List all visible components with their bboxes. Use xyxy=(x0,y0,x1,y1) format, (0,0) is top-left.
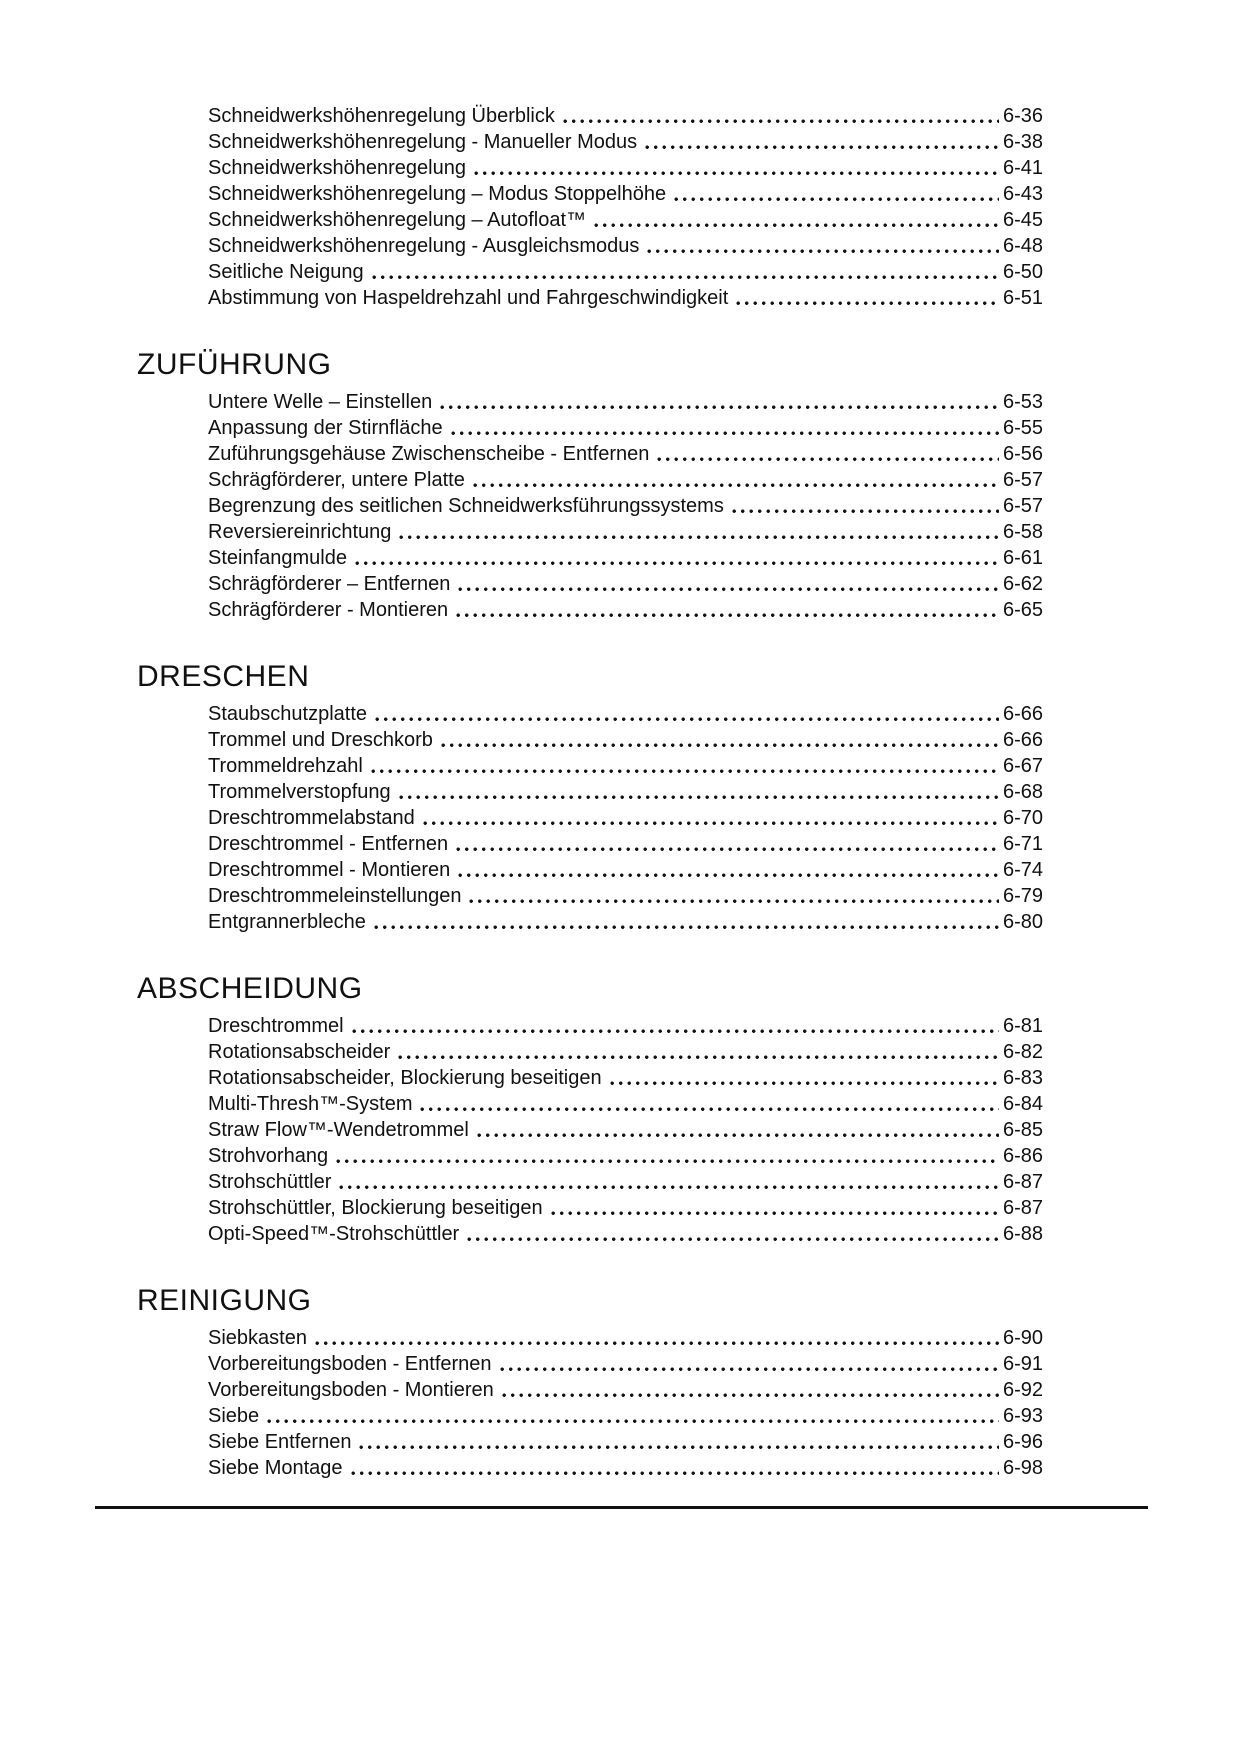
toc-entry xyxy=(208,1195,1043,1221)
toc-entry-label: Straw Flow™-Wendetrommel xyxy=(208,1119,469,1141)
dot-leader xyxy=(645,129,999,155)
toc-entry xyxy=(208,103,1043,129)
toc-entry-label: Strohschüttler, Blockierung beseitigen xyxy=(208,1197,543,1219)
toc-entry-label: Anpassung der Stirnfläche xyxy=(208,417,443,439)
toc-entry-page: 6-80 xyxy=(1002,911,1043,933)
dot-leader xyxy=(351,1455,999,1481)
toc-entry-label: Schneidwerkshöhenregelung - Ausgleichsmodus xyxy=(208,235,640,257)
toc-entry-page: 6-45 xyxy=(1002,209,1043,231)
dot-leader xyxy=(423,805,999,831)
toc-entry-page: 6-85 xyxy=(1002,1119,1043,1141)
dot-leader xyxy=(467,1221,999,1247)
toc-entry-page: 6-68 xyxy=(1002,781,1043,803)
dot-leader xyxy=(500,1351,999,1377)
section-title: ABSCHEIDUNG xyxy=(137,972,363,1005)
toc-entry-page: 6-66 xyxy=(1002,729,1043,751)
toc-entry xyxy=(208,1039,1043,1065)
toc-entry-label: Schneidwerkshöhenregelung Überblick xyxy=(208,105,555,127)
toc-entry xyxy=(208,831,1043,857)
toc-entry-page: 6-96 xyxy=(1002,1431,1043,1453)
toc-entry-label: Siebe Entfernen xyxy=(208,1431,352,1453)
toc-entry-label: Schrägförderer, untere Platte xyxy=(208,469,465,491)
dot-leader xyxy=(551,1195,999,1221)
toc-entry xyxy=(208,519,1043,545)
toc-entry-page: 6-86 xyxy=(1002,1145,1043,1167)
toc-entry-page: 6-41 xyxy=(1002,157,1043,179)
toc-entry xyxy=(208,1091,1043,1117)
dot-leader xyxy=(420,1091,998,1117)
dot-leader xyxy=(399,519,999,545)
toc-entry xyxy=(208,1455,1043,1481)
dot-leader xyxy=(441,727,999,753)
toc-entry xyxy=(208,545,1043,571)
toc-entry-page: 6-55 xyxy=(1002,417,1043,439)
toc-entry xyxy=(208,753,1043,779)
toc-entry xyxy=(208,1325,1043,1351)
toc-entry-page: 6-58 xyxy=(1002,521,1043,543)
toc-entry-page: 6-57 xyxy=(1002,495,1043,517)
section-title: DRESCHEN xyxy=(137,660,310,693)
toc-entry-label: Schneidwerkshöhenregelung – Modus Stoppelhöhe xyxy=(208,183,667,205)
toc-entry-page: 6-48 xyxy=(1002,235,1043,257)
dot-leader xyxy=(371,753,999,779)
toc-entry-label: Rotationsabscheider, Blockierung beseitigen xyxy=(208,1067,602,1089)
dot-leader xyxy=(456,597,999,623)
toc-entry-label: Abstimmung von Haspeldrehzahl und Fahrgeschwindigkeit xyxy=(208,287,729,309)
dot-leader xyxy=(399,779,999,805)
toc-entry-page: 6-61 xyxy=(1002,547,1043,569)
toc-entry-page: 6-50 xyxy=(1002,261,1043,283)
toc-entry xyxy=(208,389,1043,415)
toc-entry-page: 6-79 xyxy=(1002,885,1043,907)
toc-section xyxy=(137,659,1043,935)
toc-entry xyxy=(208,701,1043,727)
toc-entry-label: Reversiereinrichtung xyxy=(208,521,392,543)
toc-entry-label: Schrägförderer – Entfernen xyxy=(208,573,451,595)
toc-entry xyxy=(208,1169,1043,1195)
toc-entry xyxy=(208,207,1043,233)
dot-leader xyxy=(610,1065,999,1091)
toc-entry-label: Siebe xyxy=(208,1405,260,1427)
toc-entry-page: 6-90 xyxy=(1002,1327,1043,1349)
toc-entry-label: Strohschüttler xyxy=(208,1171,332,1193)
dot-leader xyxy=(352,1013,999,1039)
toc-entry xyxy=(208,467,1043,493)
toc-entry-label: Schneidwerkshöhenregelung – Autofloat™ xyxy=(208,209,587,231)
dot-leader xyxy=(674,181,999,207)
toc-entry-label: Untere Welle – Einstellen xyxy=(208,391,433,413)
dot-leader xyxy=(359,1429,999,1455)
toc-entry-label: Multi-Thresh™-System xyxy=(208,1093,413,1115)
footer-divider xyxy=(95,1506,1148,1509)
toc-entry-label: Seitliche Neigung xyxy=(208,261,364,283)
toc-entry-label: Dreschtrommel - Entfernen xyxy=(208,833,449,855)
toc-entry-page: 6-83 xyxy=(1002,1067,1043,1089)
toc-entry-label: Trommel und Dreschkorb xyxy=(208,729,433,751)
toc-entry xyxy=(208,233,1043,259)
dot-leader xyxy=(267,1403,999,1429)
dot-leader xyxy=(372,259,999,285)
dot-leader xyxy=(458,857,999,883)
toc-entry-label: Dreschtrommelabstand xyxy=(208,807,415,829)
toc-entry-page: 6-62 xyxy=(1002,573,1043,595)
dot-leader xyxy=(473,467,999,493)
dot-leader xyxy=(477,1117,999,1143)
dot-leader xyxy=(647,233,999,259)
toc-content xyxy=(137,103,1043,1481)
toc-entry xyxy=(208,155,1043,181)
dot-leader xyxy=(375,701,999,727)
toc-entry xyxy=(208,883,1043,909)
toc-entry xyxy=(208,285,1043,311)
dot-leader xyxy=(355,545,999,571)
toc-entry-label: Siebkasten xyxy=(208,1327,307,1349)
toc-entry-page: 6-71 xyxy=(1002,833,1043,855)
toc-entry-label: Vorbereitungsboden - Montieren xyxy=(208,1379,494,1401)
toc-entry-label: Strohvorhang xyxy=(208,1145,329,1167)
section-title: ZUFÜHRUNG xyxy=(137,348,332,381)
toc-entry-page: 6-56 xyxy=(1002,443,1043,465)
toc-entry xyxy=(208,909,1043,935)
dot-leader xyxy=(398,1039,999,1065)
toc-entry-page: 6-57 xyxy=(1002,469,1043,491)
toc-entry-page: 6-84 xyxy=(1002,1093,1043,1115)
toc-entry-page: 6-51 xyxy=(1002,287,1043,309)
toc-entry-page: 6-88 xyxy=(1002,1223,1043,1245)
toc-entry xyxy=(208,1221,1043,1247)
dot-leader xyxy=(594,207,999,233)
toc-entry xyxy=(208,1143,1043,1169)
toc-entry xyxy=(208,1377,1043,1403)
dot-leader xyxy=(469,883,999,909)
toc-entry xyxy=(208,1065,1043,1091)
toc-section xyxy=(137,103,1043,311)
toc-entry-label: Zuführungsgehäuse Zwischenscheibe - Entfernen xyxy=(208,443,650,465)
toc-entry-label: Schneidwerkshöhenregelung xyxy=(208,157,466,179)
toc-entry-label: Schrägförderer - Montieren xyxy=(208,599,449,621)
toc-entry xyxy=(208,727,1043,753)
toc-entry-page: 6-74 xyxy=(1002,859,1043,881)
dot-leader xyxy=(474,155,999,181)
section-title: REINIGUNG xyxy=(137,1284,312,1317)
toc-entry xyxy=(208,857,1043,883)
toc-entry-page: 6-66 xyxy=(1002,703,1043,725)
toc-entry-label: Siebe Montage xyxy=(208,1457,343,1479)
toc-section xyxy=(137,347,1043,623)
dot-leader xyxy=(736,285,999,311)
toc-entry-page: 6-65 xyxy=(1002,599,1043,621)
toc-entry-label: Trommeldrehzahl xyxy=(208,755,363,777)
dot-leader xyxy=(451,415,999,441)
toc-section xyxy=(137,971,1043,1247)
toc-entry xyxy=(208,415,1043,441)
toc-entry-page: 6-87 xyxy=(1002,1171,1043,1193)
toc-entry xyxy=(208,597,1043,623)
toc-entry-label: Vorbereitungsboden - Entfernen xyxy=(208,1353,492,1375)
toc-entry-label: Staubschutzplatte xyxy=(208,703,367,725)
toc-entry-page: 6-36 xyxy=(1002,105,1043,127)
toc-entry-label: Dreschtrommel - Montieren xyxy=(208,859,451,881)
dot-leader xyxy=(657,441,999,467)
toc-entry-label: Begrenzung des seitlichen Schneidwerksführungssystems xyxy=(208,495,724,517)
toc-entry-label: Entgrannerbleche xyxy=(208,911,366,933)
toc-entry xyxy=(208,1351,1043,1377)
toc-entry-label: Schneidwerkshöhenregelung - Manueller Modus xyxy=(208,131,638,153)
toc-entry-label: Rotationsabscheider xyxy=(208,1041,391,1063)
dot-leader xyxy=(456,831,999,857)
dot-leader xyxy=(563,103,999,129)
toc-entry-page: 6-93 xyxy=(1002,1405,1043,1427)
toc-entry-label: Dreschtrommel xyxy=(208,1015,344,1037)
toc-entry-page: 6-91 xyxy=(1002,1353,1043,1375)
toc-entry xyxy=(208,1403,1043,1429)
toc-entry-label: Dreschtrommeleinstellungen xyxy=(208,885,462,907)
toc-entry-page: 6-98 xyxy=(1002,1457,1043,1479)
toc-entry xyxy=(208,1117,1043,1143)
dot-leader xyxy=(502,1377,999,1403)
toc-entry xyxy=(208,571,1043,597)
toc-entry-label: Steinfangmulde xyxy=(208,547,347,569)
dot-leader xyxy=(315,1325,999,1351)
toc-entry-label: Opti-Speed™-Strohschüttler xyxy=(208,1223,460,1245)
toc-entry-page: 6-82 xyxy=(1002,1041,1043,1063)
dot-leader xyxy=(732,493,999,519)
toc-entry-page: 6-81 xyxy=(1002,1015,1043,1037)
toc-entry xyxy=(208,1013,1043,1039)
toc-entry-page: 6-87 xyxy=(1002,1197,1043,1219)
toc-entry-label: Trommelverstopfung xyxy=(208,781,391,803)
toc-entry-page: 6-53 xyxy=(1002,391,1043,413)
toc-entry-page: 6-92 xyxy=(1002,1379,1043,1401)
dot-leader xyxy=(339,1169,999,1195)
dot-leader xyxy=(336,1143,999,1169)
toc-entry xyxy=(208,181,1043,207)
dot-leader xyxy=(374,909,999,935)
toc-entry xyxy=(208,493,1043,519)
toc-entry-page: 6-67 xyxy=(1002,755,1043,777)
dot-leader xyxy=(458,571,999,597)
toc-entry xyxy=(208,259,1043,285)
toc-entry xyxy=(208,805,1043,831)
toc-entry xyxy=(208,441,1043,467)
toc-entry xyxy=(208,1429,1043,1455)
toc-entry-page: 6-38 xyxy=(1002,131,1043,153)
toc-entry-page: 6-70 xyxy=(1002,807,1043,829)
dot-leader xyxy=(440,389,999,415)
toc-entry xyxy=(208,129,1043,155)
toc-entry-page: 6-43 xyxy=(1002,183,1043,205)
toc-section xyxy=(137,1283,1043,1481)
toc-entry xyxy=(208,779,1043,805)
